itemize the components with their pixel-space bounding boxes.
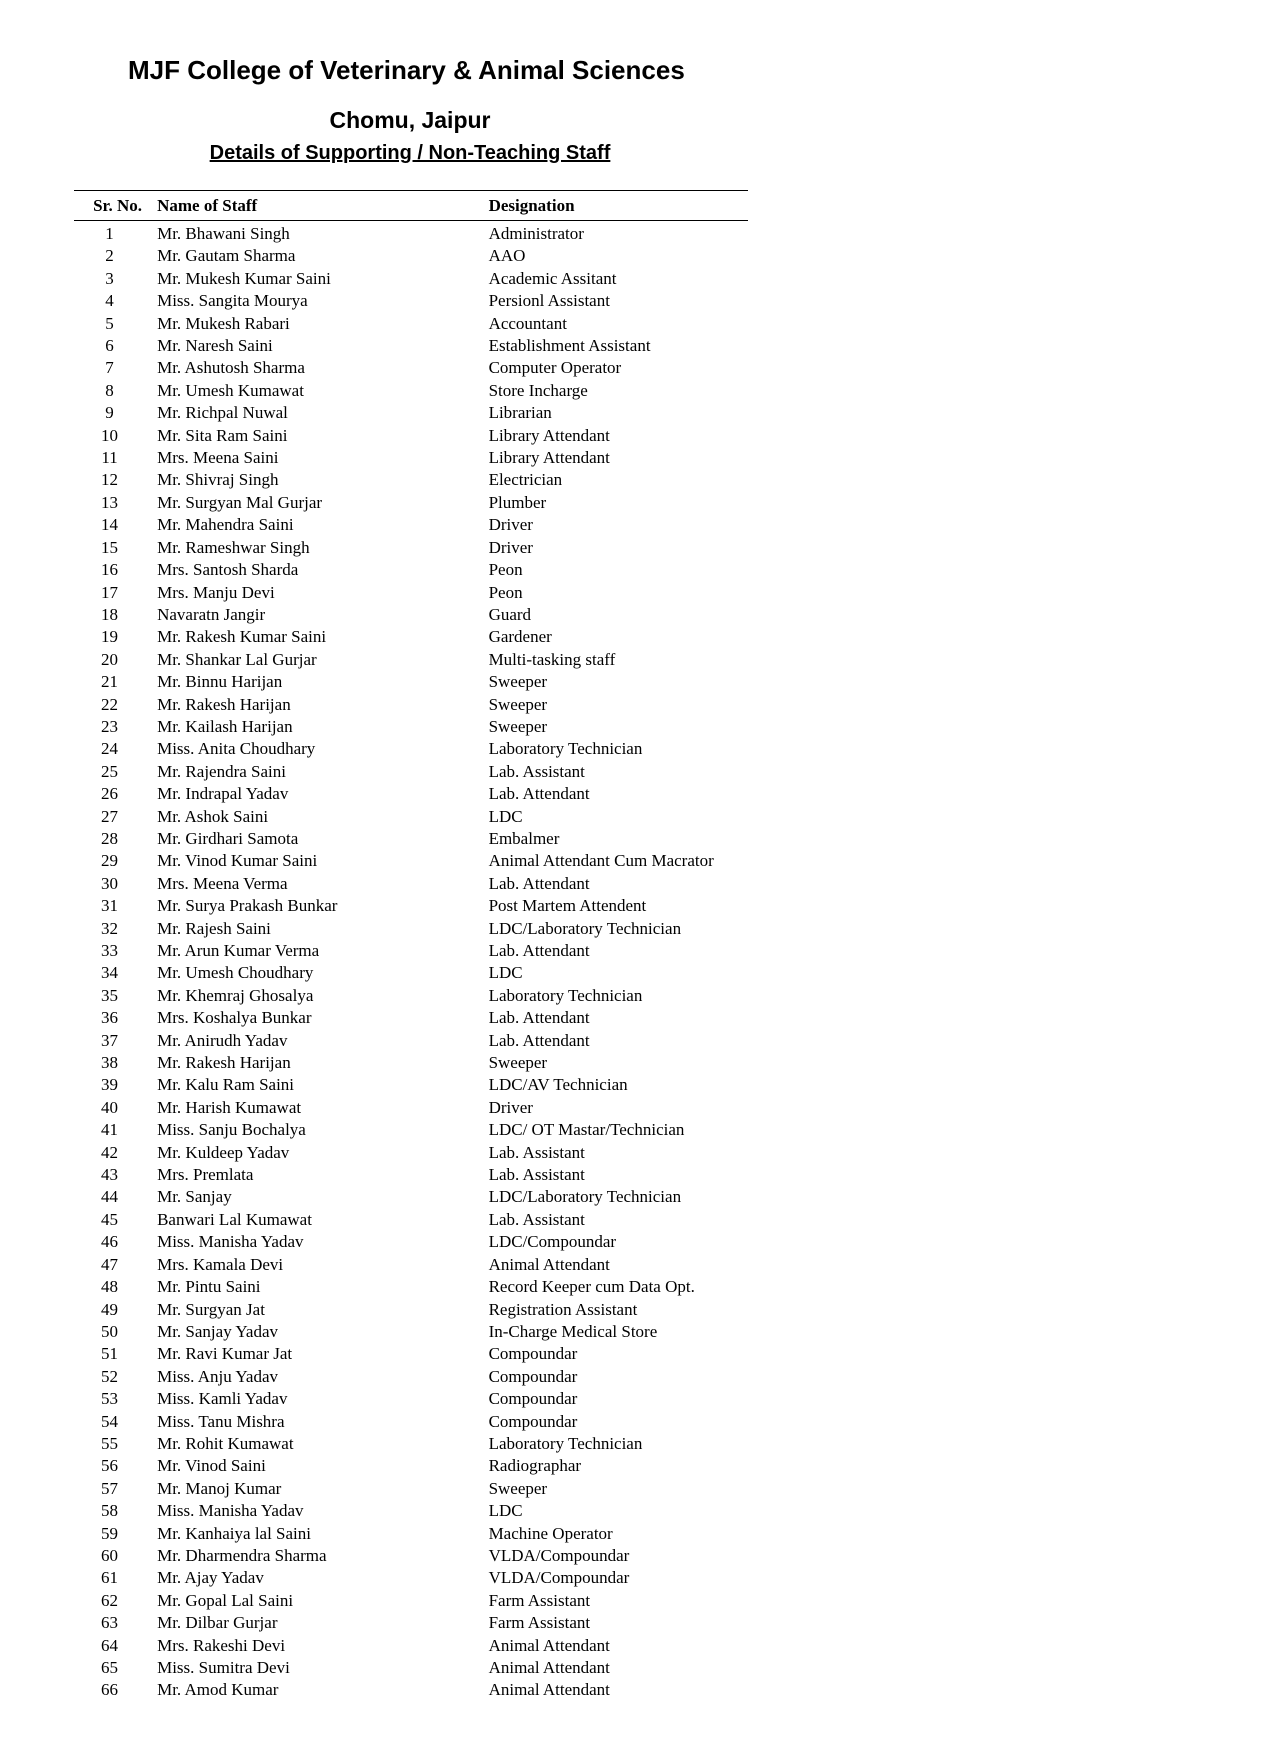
table-row (74, 1366, 748, 1388)
table-row (74, 761, 748, 783)
cell-staff-name: Mr. Vinod Saini (157, 1456, 266, 1476)
cell-staff-name: Mr. Sanjay (157, 1187, 232, 1207)
cell-sr-no: 19 (101, 627, 119, 647)
cell-designation: Store Incharge (488, 380, 588, 400)
cell-sr-no: 66 (101, 1680, 119, 1700)
table-row (74, 1433, 748, 1455)
cell-sr-no: 56 (101, 1456, 119, 1476)
cell-designation: LDC (488, 806, 523, 826)
table-row (74, 559, 748, 581)
cell-designation: Compoundar (488, 1366, 578, 1386)
cell-sr-no: 41 (101, 1120, 119, 1140)
cell-sr-no: 63 (101, 1613, 119, 1633)
cell-sr-no: 7 (105, 358, 114, 378)
cell-staff-name: Mr. Gopal Lal Saini (157, 1590, 294, 1610)
cell-staff-name: Banwari Lal Kumawat (157, 1209, 312, 1229)
cell-designation: Lab. Attendant (488, 941, 590, 960)
cell-designation: Farm Assistant (488, 1613, 591, 1633)
cell-staff-name: Mr. Ashok Saini (157, 806, 269, 826)
cell-sr-no: 12 (101, 470, 119, 490)
table-row (74, 985, 748, 1007)
cell-sr-no: 58 (101, 1501, 119, 1521)
cell-staff-name: Mr. Rajesh Saini (157, 918, 271, 938)
cell-sr-no: 55 (101, 1433, 119, 1453)
table-row (74, 1612, 748, 1634)
cell-designation: Radiographar (488, 1456, 582, 1476)
table-row (74, 716, 748, 738)
cell-sr-no: 52 (101, 1366, 119, 1386)
cell-designation: Animal Attendant (488, 1254, 610, 1274)
cell-sr-no: 57 (101, 1478, 119, 1498)
cell-staff-name: Mr. Shivraj Singh (157, 470, 279, 490)
cell-staff-name: Mrs. Meena Saini (157, 448, 279, 468)
table-row (74, 895, 748, 917)
cell-staff-name: Mr. Umesh Choudhary (157, 963, 314, 983)
cell-staff-name: Mr. Harish Kumawat (157, 1097, 302, 1117)
cell-designation: Laboratory Technician (488, 1433, 643, 1453)
cell-staff-name: Mr. Mukesh Kumar Saini (157, 268, 331, 288)
cell-designation: Peon (488, 560, 523, 580)
cell-designation: Compoundar (488, 1344, 578, 1364)
cell-designation: LDC/ OT Mastar/Technician (488, 1120, 685, 1140)
cell-designation: Sweeper (488, 672, 548, 692)
cell-staff-name: Mrs. Koshalya Bunkar (157, 1008, 312, 1028)
cell-staff-name: Mrs. Rakeshi Devi (157, 1635, 286, 1655)
table-row (74, 537, 748, 559)
header-designation: Designation (489, 191, 748, 221)
cell-staff-name: Mr. Anirudh Yadav (157, 1030, 288, 1050)
cell-staff-name: Mr. Gautam Sharma (157, 246, 296, 266)
table-row (74, 1074, 748, 1096)
table-row (74, 604, 748, 626)
cell-staff-name: Mr. Shankar Lal Gurjar (157, 649, 317, 669)
cell-sr-no: 35 (101, 985, 119, 1005)
cell-staff-name: Mr. Surgyan Jat (157, 1299, 265, 1319)
cell-sr-no: 17 (101, 582, 119, 602)
cell-staff-name: Mr. Richpal Nuwal (157, 403, 288, 423)
cell-staff-name: Miss. Manisha Yadav (157, 1501, 304, 1521)
table-row (74, 649, 748, 671)
cell-staff-name: Miss. Anju Yadav (157, 1366, 279, 1386)
cell-designation: VLDA/Compoundar (488, 1545, 630, 1565)
table-row (74, 1209, 748, 1231)
cell-staff-name: Mrs. Premlata (157, 1165, 254, 1185)
cell-staff-name: Mr. Naresh Saini (157, 336, 273, 356)
table-row (74, 492, 748, 514)
cell-designation: Laboratory Technician (488, 739, 643, 759)
cell-sr-no: 4 (105, 291, 114, 311)
cell-designation: Establishment Assistant (488, 336, 651, 356)
cell-sr-no: 8 (105, 380, 114, 400)
table-row (74, 1007, 748, 1029)
cell-designation: Farm Assistant (488, 1590, 591, 1610)
cell-designation: Persionl Assistant (488, 291, 610, 311)
cell-sr-no: 50 (101, 1321, 119, 1341)
cell-sr-no: 30 (101, 873, 119, 893)
table-row (74, 806, 748, 828)
table-row (74, 268, 748, 290)
table-row (74, 1321, 748, 1343)
table-row (74, 290, 748, 312)
cell-designation: LDC (488, 963, 523, 983)
table-row (74, 694, 748, 716)
cell-sr-no: 18 (101, 604, 119, 624)
cell-sr-no: 38 (101, 1053, 119, 1073)
cell-designation: Guard (488, 604, 532, 624)
cell-sr-no: 5 (105, 313, 114, 333)
cell-designation: Post Martem Attendent (488, 896, 647, 916)
cell-staff-name: Mr. Amod Kumar (157, 1680, 279, 1700)
cell-designation: Lab. Assistant (488, 1165, 585, 1185)
cell-staff-name: Miss. Kamli Yadav (157, 1389, 288, 1409)
table-row (74, 221, 748, 246)
cell-staff-name: Mr. Rakesh Kumar Saini (157, 627, 327, 647)
cell-designation: Plumber (488, 492, 547, 512)
table-row (74, 850, 748, 872)
table-row (74, 357, 748, 379)
cell-staff-name: Mr. Kanhaiya lal Saini (157, 1523, 312, 1543)
table-row (74, 1097, 748, 1119)
table-row (74, 1523, 748, 1545)
cell-sr-no: 29 (101, 851, 119, 871)
table-row (74, 1254, 748, 1276)
table-row (74, 1545, 748, 1567)
cell-designation: Library Attendant (488, 425, 610, 445)
cell-sr-no: 32 (101, 918, 119, 938)
table-row (74, 1186, 748, 1208)
cell-designation: AAO (488, 246, 526, 266)
cell-sr-no: 51 (101, 1344, 119, 1364)
cell-sr-no: 6 (105, 336, 114, 356)
cell-sr-no: 45 (101, 1209, 119, 1229)
cell-sr-no: 28 (101, 828, 119, 848)
college-title: MJF College of Veterinary & Animal Sciences (128, 55, 685, 85)
cell-staff-name: Mr. Rohit Kumawat (157, 1433, 294, 1453)
table-row (74, 469, 748, 491)
cell-designation: Animal Attendant (488, 1635, 610, 1655)
table-row (74, 1231, 748, 1253)
cell-sr-no: 61 (101, 1568, 119, 1588)
table-row (74, 447, 748, 469)
cell-designation: Lab. Assistant (488, 1209, 585, 1229)
cell-staff-name: Mr. Rakesh Harijan (157, 694, 291, 714)
cell-staff-name: Mr. Khemraj Ghosalya (157, 985, 314, 1005)
cell-staff-name: Mr. Bhawani Singh (157, 224, 290, 243)
cell-staff-name: Miss. Anita Choudhary (157, 739, 316, 759)
cell-sr-no: 10 (101, 425, 119, 445)
cell-designation: Laboratory Technician (488, 985, 643, 1005)
cell-sr-no: 1 (105, 224, 114, 243)
table-row (74, 425, 748, 447)
cell-designation: Electrician (488, 470, 563, 490)
cell-staff-name: Mr. Ajay Yadav (157, 1568, 264, 1588)
cell-sr-no: 9 (105, 403, 114, 423)
cell-sr-no: 22 (101, 694, 119, 714)
cell-sr-no: 34 (101, 963, 119, 983)
cell-designation: Animal Attendant (488, 1680, 610, 1700)
cell-staff-name: Mr. Mukesh Rabari (157, 313, 290, 333)
table-body (74, 221, 748, 1702)
cell-staff-name: Mr. Arun Kumar Verma (157, 941, 320, 960)
cell-designation: Driver (488, 1097, 533, 1117)
cell-staff-name: Mr. Surya Prakash Bunkar (157, 896, 338, 916)
table-row (74, 1119, 748, 1141)
cell-sr-no: 14 (101, 515, 119, 535)
cell-staff-name: Miss. Manisha Yadav (157, 1232, 304, 1252)
cell-designation: Academic Assitant (488, 268, 617, 288)
staff-table (74, 190, 748, 1702)
table-row (74, 1500, 748, 1522)
cell-staff-name: Mrs. Kamala Devi (157, 1254, 284, 1274)
cell-staff-name: Miss. Sumitra Devi (157, 1658, 290, 1677)
table-row (74, 918, 748, 940)
cell-designation: Animal Attendant (488, 1658, 610, 1677)
table-row (74, 313, 748, 335)
cell-designation: LDC/AV Technician (488, 1075, 628, 1095)
cell-staff-name: Mr. Ashutosh Sharma (157, 358, 305, 378)
cell-staff-name: Mr. Sanjay Yadav (157, 1321, 278, 1341)
cell-staff-name: Miss. Tanu Mishra (157, 1411, 285, 1431)
cell-sr-no: 13 (101, 492, 119, 512)
cell-sr-no: 2 (105, 246, 114, 266)
cell-staff-name: Mr. Binnu Harijan (157, 672, 283, 692)
table-row (74, 245, 748, 267)
cell-sr-no: 33 (101, 941, 119, 960)
cell-designation: Embalmer (488, 828, 560, 848)
cell-staff-name: Mrs. Santosh Sharda (157, 560, 299, 580)
table-row (74, 1276, 748, 1298)
cell-sr-no: 16 (101, 560, 119, 580)
cell-sr-no: 15 (101, 537, 119, 557)
cell-staff-name: Mr. Rakesh Harijan (157, 1053, 291, 1073)
cell-sr-no: 60 (101, 1545, 119, 1565)
table-row (74, 335, 748, 357)
cell-designation: Compoundar (488, 1411, 578, 1431)
cell-designation: LDC/Laboratory Technician (488, 918, 682, 938)
cell-sr-no: 24 (101, 739, 119, 759)
table-row (74, 1590, 748, 1612)
cell-designation: LDC/Compoundar (488, 1232, 617, 1252)
cell-designation: Peon (488, 582, 523, 602)
cell-staff-name: Mr. Kuldeep Yadav (157, 1142, 290, 1162)
table-row (74, 1142, 748, 1164)
cell-staff-name: Mr. Vinod Kumar Saini (157, 851, 318, 871)
cell-staff-name: Miss. Sangita Mourya (157, 291, 308, 311)
cell-sr-no: 48 (101, 1277, 119, 1297)
table-row (74, 1478, 748, 1500)
cell-sr-no: 59 (101, 1523, 119, 1543)
cell-staff-name: Mr. Indrapal Yadav (157, 784, 289, 804)
cell-designation: Sweeper (488, 716, 548, 736)
cell-sr-no: 26 (101, 784, 119, 804)
table-row (74, 1388, 748, 1410)
cell-designation: Library Attendant (488, 448, 610, 468)
cell-designation: Sweeper (488, 1053, 548, 1073)
cell-designation: VLDA/Compoundar (488, 1568, 630, 1588)
cell-sr-no: 65 (101, 1658, 119, 1677)
cell-sr-no: 3 (105, 268, 114, 288)
cell-designation: LDC (488, 1501, 523, 1521)
cell-sr-no: 43 (101, 1165, 119, 1185)
table-row (74, 514, 748, 536)
cell-sr-no: 25 (101, 761, 119, 781)
cell-staff-name: Mr. Manoj Kumar (157, 1478, 282, 1498)
cell-sr-no: 31 (101, 896, 119, 916)
table-row (74, 582, 748, 604)
cell-staff-name: Mr. Sita Ram Saini (157, 425, 288, 445)
cell-designation: Lab. Attendant (488, 1008, 590, 1028)
table-row (74, 380, 748, 402)
cell-designation: Lab. Assistant (488, 761, 585, 781)
cell-sr-no: 44 (101, 1187, 119, 1207)
cell-designation: Sweeper (488, 1478, 548, 1498)
cell-sr-no: 42 (101, 1142, 119, 1162)
table-header-row (74, 191, 748, 221)
cell-staff-name: Mr. Dilbar Gurjar (157, 1613, 278, 1633)
cell-designation: Lab. Assistant (488, 1142, 585, 1162)
table-row (74, 1411, 748, 1433)
cell-sr-no: 20 (101, 649, 119, 669)
cell-designation: Driver (488, 537, 533, 557)
cell-staff-name: Mr. Ravi Kumar Jat (157, 1344, 293, 1364)
table-row (74, 1052, 748, 1074)
cell-staff-name: Mr. Mahendra Saini (157, 515, 294, 535)
cell-staff-name: Mrs. Meena Verma (157, 873, 288, 893)
header-sr-no: Sr. No. (74, 191, 157, 221)
table-row (74, 873, 748, 895)
cell-sr-no: 53 (101, 1389, 119, 1409)
table-row (74, 1657, 748, 1679)
table-row (74, 1567, 748, 1589)
staff-table-container (74, 190, 748, 1702)
cell-designation: Lab. Attendant (488, 784, 590, 804)
table-row (74, 1030, 748, 1052)
cell-designation: Multi-tasking staff (488, 649, 616, 669)
cell-staff-name: Miss. Sanju Bochalya (157, 1120, 306, 1140)
cell-sr-no: 64 (101, 1635, 119, 1655)
table-row (74, 626, 748, 648)
cell-sr-no: 36 (101, 1008, 119, 1028)
table-row (74, 783, 748, 805)
header-name: Name of Staff (157, 191, 488, 221)
cell-staff-name: Mr. Pintu Saini (157, 1277, 261, 1297)
section-title: Details of Supporting / Non-Teaching Staff (209, 142, 611, 164)
cell-designation: Record Keeper cum Data Opt. (488, 1277, 695, 1297)
cell-designation: Registration Assistant (488, 1299, 638, 1319)
cell-sr-no: 54 (101, 1411, 119, 1431)
table-row (74, 962, 748, 984)
cell-sr-no: 23 (101, 716, 119, 736)
cell-sr-no: 49 (101, 1299, 119, 1319)
table-row (74, 940, 748, 962)
cell-sr-no: 37 (101, 1030, 119, 1050)
cell-staff-name: Mr. Kalu Ram Saini (157, 1075, 295, 1095)
cell-staff-name: Mr. Dharmendra Sharma (157, 1545, 327, 1565)
cell-staff-name: Mr. Girdhari Samota (157, 828, 299, 848)
cell-designation: Machine Operator (488, 1523, 613, 1543)
table-row (74, 1299, 748, 1321)
cell-designation: Accountant (488, 313, 567, 333)
cell-designation: Gardener (488, 627, 552, 647)
cell-designation: Lab. Attendant (488, 1030, 590, 1050)
cell-designation: Administrator (488, 224, 584, 243)
table-row (74, 671, 748, 693)
cell-designation: Librarian (488, 403, 552, 423)
cell-designation: In-Charge Medical Store (488, 1321, 658, 1341)
cell-staff-name: Navaratn Jangir (157, 604, 266, 624)
cell-staff-name: Mr. Umesh Kumawat (157, 380, 304, 400)
table-row (74, 1679, 748, 1701)
cell-designation: Lab. Attendant (488, 873, 590, 893)
cell-staff-name: Mr. Rameshwar Singh (157, 537, 310, 557)
cell-sr-no: 47 (101, 1254, 119, 1274)
cell-designation: LDC/Laboratory Technician (488, 1187, 682, 1207)
cell-sr-no: 46 (101, 1232, 119, 1252)
cell-designation: Driver (488, 515, 533, 535)
cell-sr-no: 11 (101, 448, 118, 468)
table-row (74, 402, 748, 424)
cell-sr-no: 62 (101, 1590, 119, 1610)
cell-sr-no: 39 (101, 1075, 119, 1095)
table-row (74, 828, 748, 850)
cell-sr-no: 27 (101, 806, 119, 826)
cell-sr-no: 21 (101, 672, 119, 692)
table-row (74, 1455, 748, 1477)
cell-designation: Animal Attendant Cum Macrator (488, 851, 714, 871)
cell-designation: Computer Operator (488, 358, 622, 378)
location-subtitle: Chomu, Jaipur (329, 107, 491, 133)
table-row (74, 1343, 748, 1365)
cell-staff-name: Mr. Surgyan Mal Gurjar (157, 492, 323, 512)
cell-staff-name: Mr. Rajendra Saini (157, 761, 286, 781)
table-row (74, 738, 748, 760)
cell-staff-name: Mr. Kailash Harijan (157, 716, 293, 736)
cell-designation: Compoundar (488, 1389, 578, 1409)
table-row (74, 1635, 748, 1657)
table-row (74, 1164, 748, 1186)
cell-staff-name: Mrs. Manju Devi (157, 582, 275, 602)
cell-designation: Sweeper (488, 694, 548, 714)
cell-sr-no: 40 (101, 1097, 119, 1117)
